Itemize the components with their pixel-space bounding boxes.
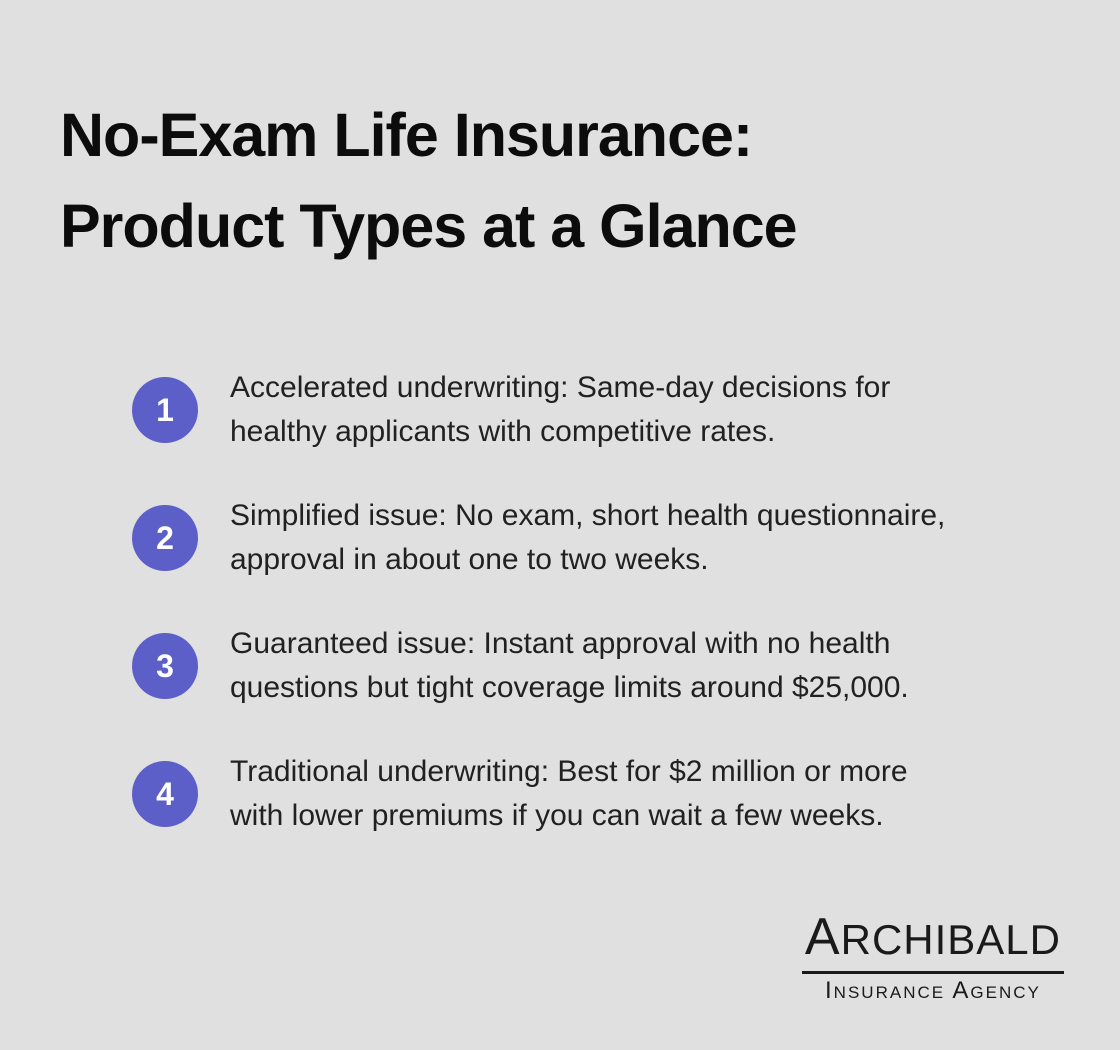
item-text-line-1: Simplified issue: No exam, short health questionnaire, bbox=[230, 499, 946, 532]
page-title-line-2: Product Types at a Glance bbox=[60, 192, 797, 260]
item-number-badge: 1 bbox=[132, 377, 198, 443]
item-text-line-2: questions but tight coverage limits around $25,000. bbox=[230, 671, 909, 704]
page-title-line-1: No-Exam Life Insurance: bbox=[60, 101, 753, 169]
item-number-badge: 2 bbox=[132, 505, 198, 571]
list-item bbox=[132, 494, 945, 582]
item-text-line-1: Accelerated underwriting: Same-day decisions for bbox=[230, 371, 891, 404]
brand-name: ARCHIBALD bbox=[802, 908, 1064, 974]
item-text bbox=[230, 750, 908, 838]
list-item bbox=[132, 622, 945, 710]
item-text bbox=[230, 366, 890, 454]
brand-subtitle: Insurance Agency bbox=[825, 976, 1041, 1004]
list-item bbox=[132, 750, 945, 838]
list-item bbox=[132, 366, 945, 454]
page-title bbox=[60, 90, 797, 272]
item-number-badge: 4 bbox=[132, 761, 198, 827]
item-text-line-2: approval in about one to two weeks. bbox=[230, 543, 709, 576]
item-text-line-2: healthy applicants with competitive rates. bbox=[230, 415, 776, 448]
item-text bbox=[230, 494, 945, 582]
item-number-badge: 3 bbox=[132, 633, 198, 699]
item-text-line-1: Guaranteed issue: Instant approval with no health bbox=[230, 627, 891, 660]
item-text bbox=[230, 622, 909, 710]
numbered-list bbox=[132, 366, 945, 878]
item-text-line-2: with lower premiums if you can wait a few weeks. bbox=[230, 799, 884, 832]
item-text-line-1: Traditional underwriting: Best for $2 million or more bbox=[230, 755, 908, 788]
brand-logo bbox=[802, 908, 1064, 1005]
